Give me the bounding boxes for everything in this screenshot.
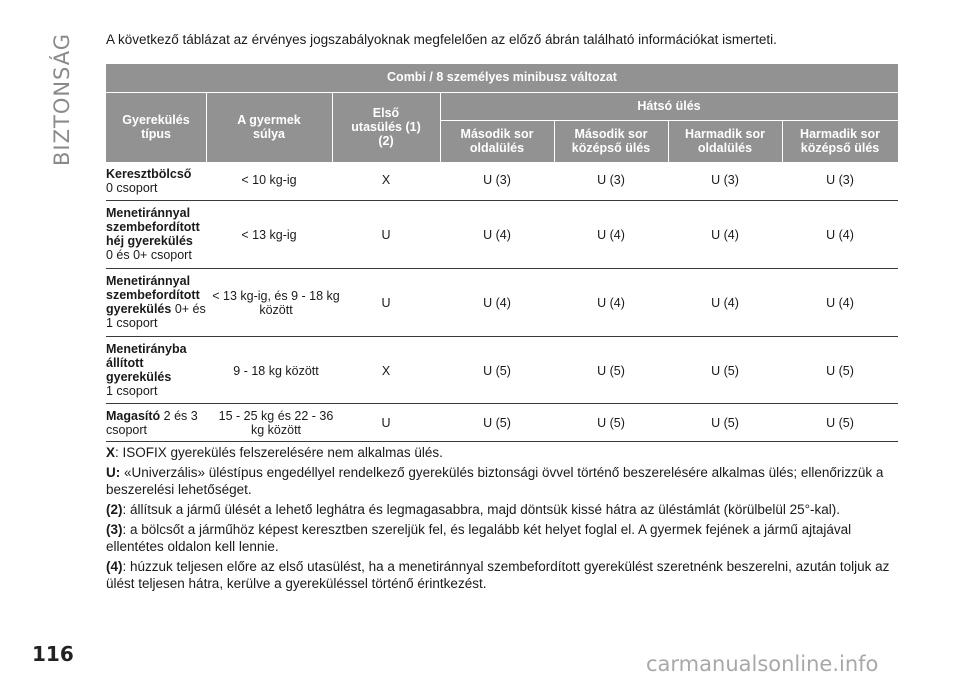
table-row xyxy=(106,203,898,269)
row-weight: < 13 kg-ig xyxy=(241,228,297,242)
row-weight: 9 - 18 kg között xyxy=(233,363,319,378)
note-4: (4): húzzuk teljesen előre az első utasülést, ha a menetiránnyal szembefordított gyerekülést szeretnénk beszerelni, azután toljuk az ülést teljesen hátra, kerülve a gyereküléssel történő érintkezést. xyxy=(106,559,890,591)
note-2: (2): állítsuk a jármű ülését a lehető leghátra és legmagasabbra, majd döntsük kissé hátra az üléstámlát (körülbelül 25°-kal). xyxy=(106,502,841,517)
row-seat-type xyxy=(106,167,206,195)
row-weight: < 10 kg-ig xyxy=(241,173,297,187)
row-seat-type xyxy=(106,409,202,437)
row-third-center: U (5) xyxy=(826,416,854,430)
table-notes xyxy=(106,444,906,595)
row-front-seat: X xyxy=(381,173,391,187)
row-seat-type-bold: Keresztbölcső xyxy=(106,167,192,181)
row-second-side: U (5) xyxy=(483,363,511,378)
row-third-center: U (4) xyxy=(826,228,854,242)
row-second-center: U (4) xyxy=(597,228,625,242)
row-second-side: U (4) xyxy=(483,228,511,242)
row-third-side: U (4) xyxy=(711,296,739,310)
row-front-seat: U xyxy=(381,228,391,242)
page-number: 116 xyxy=(32,642,74,666)
row-second-center: U (5) xyxy=(597,363,625,378)
row-seat-type-bold: Menetiránnyal szembefordított héj gyerekülés xyxy=(106,206,200,248)
note-u: U: «Univerzális» üléstípus engedéllyel rendelkező gyerekülés biztonsági övvel történő beszerelésére alkalmas ülés; ellenőrizzük a beszerelési lehetőséget. xyxy=(106,465,884,497)
row-seat-type-bold: Magasító xyxy=(106,409,161,423)
header-child-seat-type: Gyerekülés típus xyxy=(122,113,190,141)
row-front-seat: X xyxy=(381,363,391,378)
row-third-center: U (5) xyxy=(826,363,854,378)
table-row xyxy=(106,164,898,201)
row-second-center: U (3) xyxy=(597,173,625,187)
row-weight: 15 - 25 kg és 22 - 36 kg között xyxy=(218,409,334,437)
row-seat-type xyxy=(106,274,206,330)
row-seat-type-group: 0 és 0+ csoport xyxy=(106,248,192,262)
header-third-row-side: Harmadik sor oldalülés xyxy=(685,127,765,155)
row-seat-type xyxy=(106,342,198,398)
row-seat-type-group: 0 csoport xyxy=(106,181,158,195)
table-header xyxy=(106,64,898,162)
intro-paragraph: A következő táblázat az érvényes jogszabályoknak megfelelően az előző ábrán található információkat ismerteti. xyxy=(106,32,777,47)
header-second-row-center: Második sor középső ülés xyxy=(571,127,651,155)
row-seat-type-group: 0+ és 1 csoport xyxy=(106,302,206,330)
row-third-center: U (3) xyxy=(826,173,854,187)
header-child-weight: A gyermek súlya xyxy=(237,113,301,141)
row-seat-type-bold: Menetirányba állított gyerekülés xyxy=(106,342,187,384)
row-second-center: U (4) xyxy=(597,296,625,310)
header-third-row-center: Harmadik sor középső ülés xyxy=(800,127,880,155)
row-third-center: U (4) xyxy=(826,296,854,310)
watermark: carmanualsonline.info xyxy=(646,652,879,676)
header-front-seat: Első utasülés (1) (2) xyxy=(351,106,421,148)
row-third-side: U (5) xyxy=(711,416,739,430)
row-third-side: U (5) xyxy=(711,363,739,378)
row-weight: < 13 kg-ig, és 9 - 18 kg között xyxy=(212,289,340,317)
header-second-row-side: Második sor oldalülés xyxy=(460,127,534,155)
row-second-side: U (4) xyxy=(483,296,511,310)
row-second-center: U (5) xyxy=(597,416,625,430)
table-row xyxy=(106,339,898,404)
table-caption: Combi / 8 személyes minibusz változat xyxy=(387,70,617,84)
row-second-side: U (3) xyxy=(483,173,511,187)
row-seat-type xyxy=(106,206,202,262)
row-third-side: U (4) xyxy=(711,228,739,242)
row-seat-type-group: 2 és 3 csoport xyxy=(106,409,198,437)
row-front-seat: U xyxy=(381,416,391,430)
row-second-side: U (5) xyxy=(483,416,511,430)
row-front-seat: U xyxy=(381,296,391,310)
row-seat-type-bold: Menetiránnyal szembefordított gyerekülés xyxy=(106,274,200,316)
row-third-side: U (3) xyxy=(711,173,739,187)
note-3: (3): a bölcsőt a járműhöz képest keresztben szereljük fel, és legalább két helyet foglal el. A gyermek fejének a jármű ajtajával ellentétes oldalon kell lennie. xyxy=(106,522,852,554)
table-row xyxy=(106,271,898,337)
row-seat-type-group: 1 csoport xyxy=(106,384,158,398)
header-rear-seat: Hátsó ülés xyxy=(637,99,701,113)
section-title-vertical: BIZTONSÁG xyxy=(50,32,74,166)
note-x: X: ISOFIX gyerekülés felszerelésére nem alkalmas ülés. xyxy=(106,445,443,460)
table-row xyxy=(106,406,898,442)
